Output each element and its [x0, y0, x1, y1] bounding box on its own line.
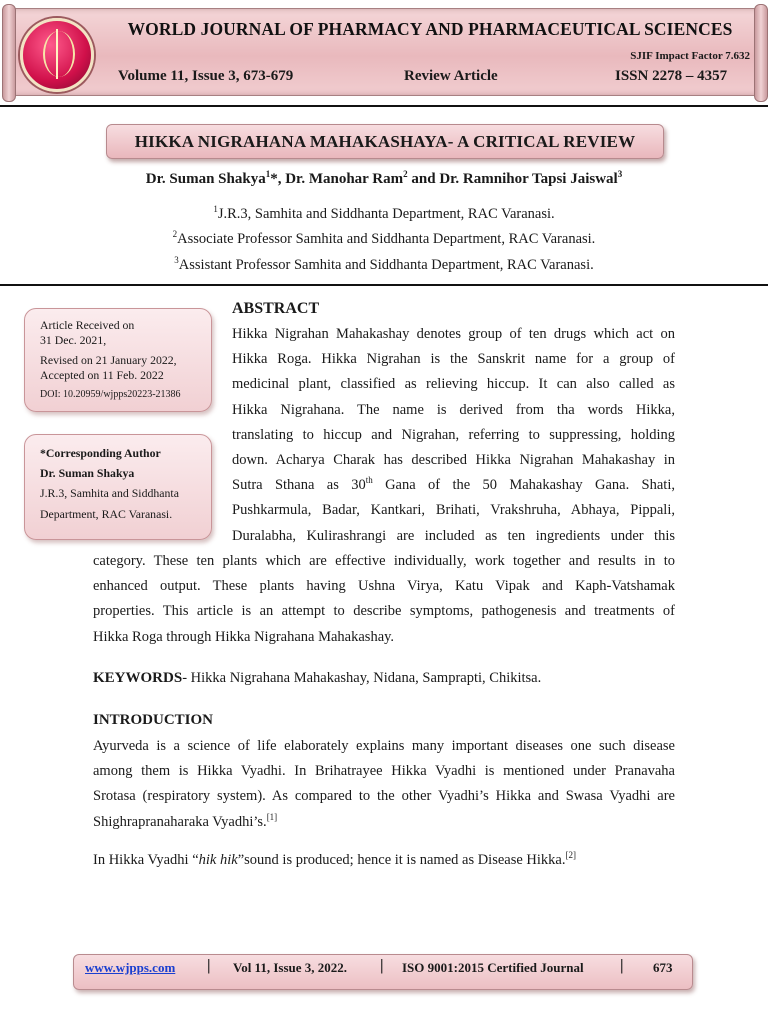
- introduction-heading: INTRODUCTION: [93, 712, 214, 728]
- author-1-suffix: *,: [270, 171, 286, 187]
- abstract-line: Hikka Nigrahan Mahakashay denotes group of ten drugs which act on: [232, 326, 675, 342]
- author-2-suffix: and: [407, 171, 440, 187]
- article-title: HIKKA NIGRAHANA MAHAKASHAYA- A CRITICAL REVIEW: [106, 124, 664, 159]
- banner-scroll-left: [2, 4, 16, 102]
- author-1-sup: 1: [265, 169, 271, 179]
- abstract-line: category. These ten plants which are effective individually, work together and results in to: [93, 553, 675, 569]
- abstract-line: Hikka Roga through Hikka Nigrahana Mahakashay.: [93, 628, 395, 645]
- revised-date: Revised on 21 January 2022,: [40, 353, 177, 367]
- footer-website: [85, 960, 175, 976]
- abstract-line-7-post: Gana of the 50 Mahakashay Gana. Shati,: [372, 477, 675, 494]
- footer-volume: Vol 11, Issue 3, 2022.: [233, 960, 348, 975]
- author-1: Dr. Suman Shakya: [145, 171, 266, 187]
- abstract-line: Hikka Roga. Hikka Nigrahan is the Sanskrit name for a group of: [232, 351, 675, 368]
- footer-separator: |: [207, 957, 211, 974]
- caduceus-rod: [56, 29, 58, 79]
- intro-p2-post: ”sound is produced; hence it is named as Disease Hikka.: [237, 852, 566, 868]
- keywords-text: - Hikka Nigrahana Mahakashay, Nidana, Samprapti, Chikitsa.: [182, 670, 542, 686]
- affiliation-2-sup: 2: [172, 229, 178, 240]
- impact-factor: SJIF Impact Factor 7.632: [630, 50, 750, 62]
- volume-issue: Volume 11, Issue 3, 673-679: [118, 68, 294, 84]
- abstract-line-7-sup: th: [365, 475, 373, 486]
- website-link[interactable]: www.wjpps.com: [85, 960, 176, 975]
- affiliation-1-text: J.R.3, Samhita and Siddhanta Department, RAC Varanasi.: [217, 206, 555, 222]
- abstract-line-7-pre: Sutra Sthana as 30: [232, 477, 366, 494]
- corresponding-author-box: [24, 434, 212, 540]
- abstract-line: enhanced output. These plants having Ushna Virya, Katu Vipak and Kaph-Vatshamak: [93, 578, 675, 595]
- header-rule: [0, 105, 768, 107]
- affiliation-3-text: Assistant Professor Samhita and Siddhanta Department, RAC Varanasi.: [178, 257, 594, 273]
- intro-line: [93, 810, 675, 835]
- doi: DOI: 10.20959/wjpps20223-21386: [40, 389, 181, 400]
- intro-ref-1: [1]: [266, 811, 278, 822]
- intro-line: Srotasa (respiratory system). As compared to the other Vyadhi’s Hikka and Swasa Vyadhi are: [93, 788, 675, 805]
- affiliation-1: [0, 206, 768, 223]
- authors-rule: [0, 284, 768, 286]
- caduceus-icon: [43, 31, 75, 77]
- author-3-sup: 3: [617, 169, 623, 179]
- journal-title: WORLD JOURNAL OF PHARMACY AND PHARMACEUTICAL SCIENCES: [127, 19, 733, 39]
- footer-separator: |: [380, 957, 384, 974]
- article-info-box: [24, 308, 212, 412]
- keywords-label: KEYWORDS: [93, 670, 183, 686]
- received-date: 31 Dec. 2021,: [40, 333, 107, 347]
- footer-separator: |: [620, 957, 624, 974]
- abstract-wide: [93, 549, 675, 650]
- abstract-line: medicinal plant, classified as relieving hiccup. It can also called as: [232, 376, 675, 393]
- page-number: 673: [653, 960, 673, 975]
- intro-p2-pre: In Hikka Vyadhi “: [93, 852, 199, 868]
- abstract-line: properties. This article is an attempt to describe symptoms, pathogenesis and treatments of: [93, 603, 675, 620]
- author-3: Dr. Ramnihor Tapsi Jaiswal: [439, 171, 618, 187]
- abstract-heading: ABSTRACT: [232, 300, 320, 317]
- intro-line: among them is Hikka Vyadhi. In Brihatrayee Hikka Vyadhi is mentioned under Pranavaha: [93, 763, 675, 780]
- abstract-line: Hikka Nigrahana. The name is derived from tha words Hikka,: [232, 401, 675, 418]
- introduction-paragraph-2: [93, 852, 675, 869]
- abstract-line: down. Acharya Charak has described Hikka Nigrahan Mahakashay in: [232, 451, 675, 468]
- accepted-date: Accepted on 11 Feb. 2022: [40, 368, 164, 382]
- affiliation-3: [0, 257, 768, 274]
- corresponding-line-1: J.R.3, Samhita and Siddhanta: [40, 486, 179, 500]
- introduction-paragraph: [93, 734, 675, 835]
- intro-p2-em: hik hik: [198, 852, 238, 868]
- abstract-line: translating to hiccup and Nigrahan, referring to suppressing, holding: [232, 426, 675, 443]
- abstract-line: Pushkarmula, Badar, Kantkari, Brihati, Vrakshruha, Abhaya, Pippali,: [232, 502, 675, 519]
- affiliation-1-sup: 1: [213, 204, 218, 215]
- author-list: [0, 171, 768, 188]
- corresponding-label: *Corresponding Author: [40, 446, 161, 460]
- footer-iso: ISO 9001:2015 Certified Journal: [402, 960, 584, 975]
- corresponding-name: Dr. Suman Shakya: [40, 466, 135, 480]
- issn: ISSN 2278 – 4357: [615, 68, 728, 84]
- corresponding-line-2: Department, RAC Varanasi.: [40, 507, 173, 521]
- affiliation-2-text: Associate Professor Samhita and Siddhanta Department, RAC Varanasi.: [177, 231, 596, 247]
- affiliation-2: [0, 231, 768, 248]
- affiliation-3-sup: 3: [174, 255, 179, 266]
- keywords: [93, 670, 541, 687]
- abstract-line: Duralabha, Kulirashrangi are included as ten ingredients under this: [232, 527, 675, 544]
- journal-logo: [20, 18, 94, 92]
- intro-ref-2: [2]: [565, 850, 576, 861]
- abstract-line: [232, 473, 675, 498]
- abstract-narrow: [232, 322, 675, 549]
- intro-line: Ayurveda is a science of life elaborately explains many important diseases one such disease: [93, 738, 675, 754]
- author-2: Dr. Manohar Ram: [285, 171, 404, 187]
- intro-line-4-text: Shighrapranaharaka Vyadhi’s.: [93, 813, 267, 830]
- author-2-sup: 2: [403, 169, 408, 179]
- article-type: Review Article: [404, 68, 498, 84]
- received-label: Article Received on: [40, 318, 135, 332]
